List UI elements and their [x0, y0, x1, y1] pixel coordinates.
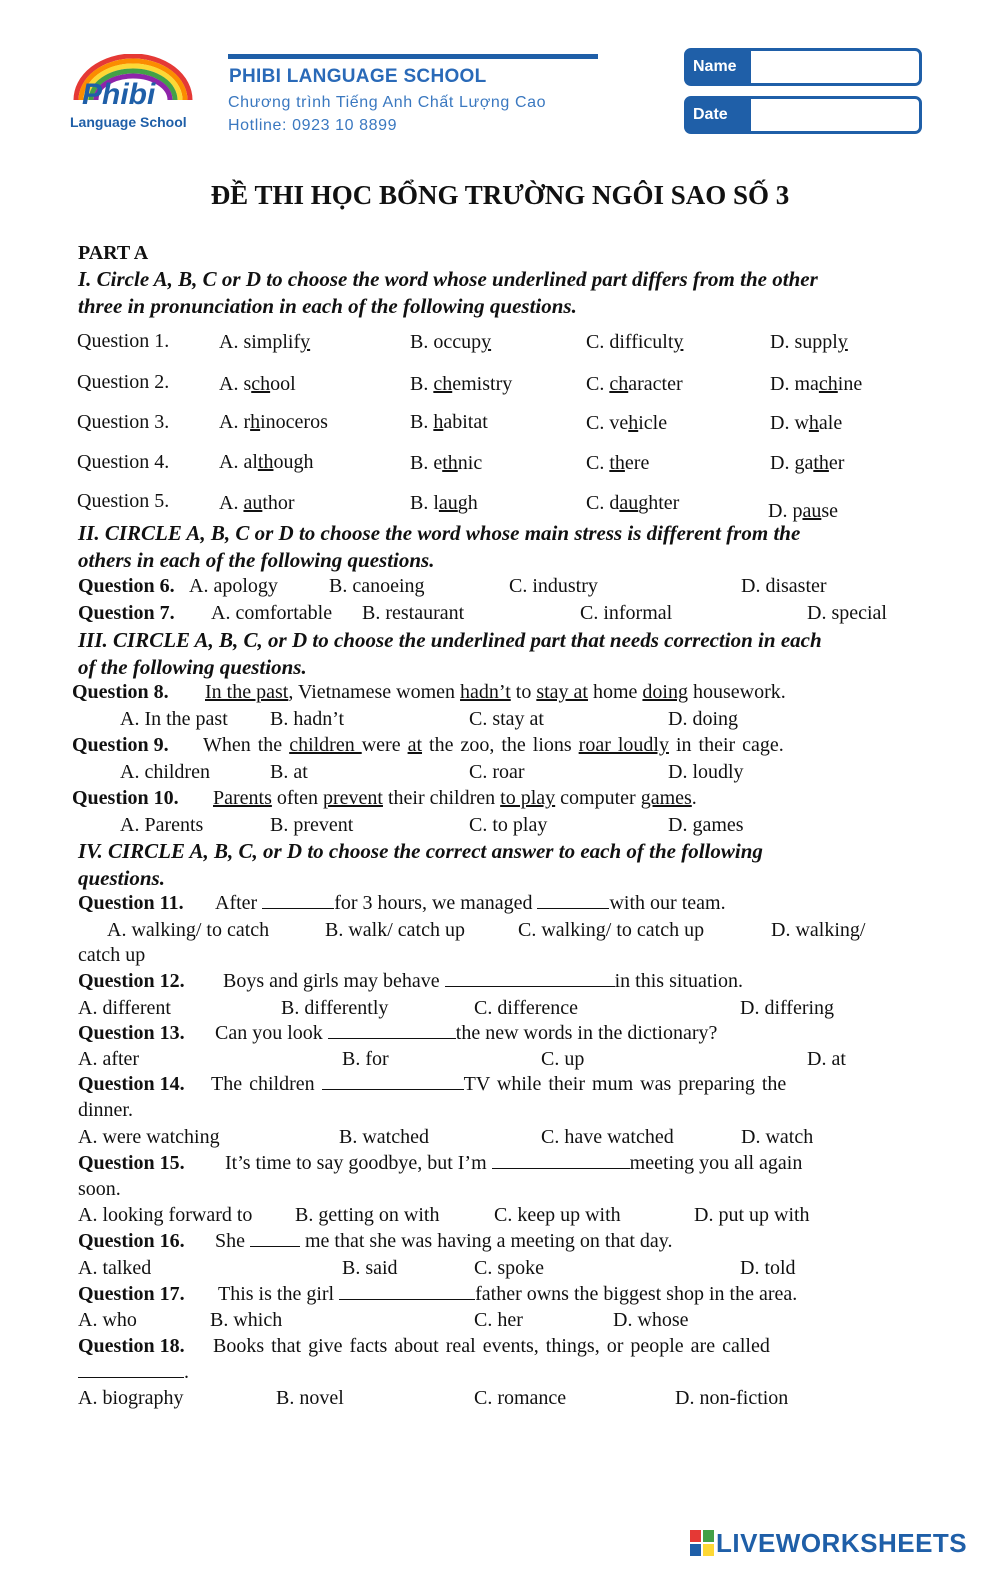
section2-instruction-1: II. CIRCLE A, B, C or D to choose the word whose main stress is different from the	[78, 521, 801, 545]
answer-blank[interactable]	[328, 1024, 456, 1039]
option-b[interactable]: B. for	[342, 1048, 389, 1070]
name-field[interactable]	[753, 51, 919, 83]
answer-blank[interactable]	[262, 894, 334, 909]
option-b[interactable]: B. occupy	[410, 331, 492, 353]
question-label: Question 17.	[78, 1283, 185, 1305]
section1-instruction-1: I. Circle A, B, C or D to choose the word whose underlined part differs from the other	[78, 267, 818, 291]
option-b[interactable]: B. walk/ catch up	[325, 919, 465, 941]
option-a[interactable]: A. biography	[78, 1387, 184, 1409]
question-text: Parents often prevent their children to play computer games.	[213, 787, 697, 809]
question-label: Question 15.	[78, 1152, 185, 1174]
name-label: Name	[687, 51, 751, 83]
option-d[interactable]: D. disaster	[741, 575, 827, 597]
option-a[interactable]: A. rhinoceros	[219, 411, 328, 433]
option-d[interactable]: D. whale	[770, 412, 843, 434]
option-a[interactable]: A. walking/ to catch	[107, 919, 270, 941]
question-label: Question 10.	[72, 787, 179, 809]
school-logo	[68, 54, 198, 134]
question-label: Question 5.	[77, 490, 170, 512]
option-d[interactable]: D. non-fiction	[675, 1387, 789, 1409]
date-label: Date	[687, 99, 751, 131]
section1-instruction-2: three in pronunciation in each of the following questions.	[78, 294, 577, 318]
option-b[interactable]: B. said	[342, 1257, 398, 1279]
option-b[interactable]: B. differently	[281, 997, 389, 1019]
section4-instruction-1: IV. CIRCLE A, B, C, or D to choose the correct answer to each of the following	[78, 839, 763, 863]
option-a[interactable]: A. although	[219, 451, 314, 473]
question-text-continued: soon.	[78, 1178, 121, 1200]
option-c[interactable]: C. difficulty	[586, 331, 684, 353]
page-title: ĐỀ THI HỌC BỔNG TRƯỜNG NGÔI SAO SỐ 3	[210, 180, 790, 210]
option-d[interactable]: D. differing	[740, 997, 835, 1019]
option-b[interactable]: B. habitat	[410, 411, 488, 433]
question-label: Question 11.	[78, 892, 184, 914]
option-a[interactable]: A. were watching	[78, 1126, 220, 1148]
option-b[interactable]: B. prevent	[270, 814, 354, 836]
option-d[interactable]: D. walking/	[771, 919, 866, 941]
question-text: Can you look the new words in the dictionary?	[215, 1022, 718, 1044]
option-d[interactable]: D. whose	[613, 1309, 689, 1331]
option-d[interactable]: D. at	[807, 1048, 846, 1070]
question-text-continued: dinner.	[78, 1099, 133, 1121]
section2-instruction-2: others in each of the following questions.	[78, 548, 435, 572]
option-a[interactable]: A. simplify	[219, 331, 311, 353]
footer-brand: LIVEWORKSHEETS	[716, 1528, 968, 1558]
option-d[interactable]: D. watch	[741, 1126, 814, 1148]
option-d[interactable]: D. loudly	[668, 761, 744, 783]
date-field[interactable]	[753, 99, 919, 131]
question-label: Question 2.	[77, 371, 170, 393]
option-b[interactable]: B. ethnic	[410, 452, 483, 474]
question-text: She me that she was having a meeting on that day.	[215, 1230, 673, 1252]
option-d[interactable]: D. machine	[770, 373, 863, 395]
answer-blank[interactable]	[537, 894, 609, 909]
program-name: Chương trình Tiếng Anh Chất Lượng Cao	[228, 94, 547, 111]
option-a[interactable]: A. different	[78, 997, 171, 1019]
option-d[interactable]: D. told	[740, 1257, 796, 1279]
option-a[interactable]: A. school	[219, 373, 296, 395]
option-c[interactable]: C. daughter	[586, 492, 680, 514]
question-label: Question 6.	[78, 575, 175, 597]
liveworksheets-logo-icon	[690, 1530, 714, 1561]
question-label: Question 18.	[78, 1335, 185, 1357]
option-b[interactable]: B. laugh	[410, 492, 478, 514]
question-label: Question 4.	[77, 451, 170, 473]
option-c[interactable]: C. keep up with	[494, 1204, 621, 1226]
option-c[interactable]: C. romance	[474, 1387, 567, 1409]
option-d[interactable]: D. games	[668, 814, 744, 836]
answer-blank[interactable]	[78, 1363, 184, 1378]
logo-text: Phibi	[82, 78, 156, 111]
part-heading: PART A	[78, 242, 149, 264]
option-b[interactable]: B. getting on with	[295, 1204, 440, 1226]
option-a[interactable]: A. apology	[189, 575, 278, 597]
date-box	[684, 96, 922, 134]
name-box	[684, 48, 922, 86]
question-text: The children TV while their mum was preparing the	[211, 1073, 787, 1095]
option-d[interactable]: D. doing	[668, 708, 738, 730]
question-label: Question 1.	[77, 330, 170, 352]
question-text: In the past, Vietnamese women hadn’t to stay at home doing housework.	[205, 681, 786, 703]
option-d-continued: catch up	[78, 944, 146, 966]
question-text: Books that give facts about real events, things, or people are called	[213, 1335, 770, 1357]
option-c[interactable]: C. her	[474, 1309, 523, 1331]
school-name: PHIBI LANGUAGE SCHOOL	[229, 66, 487, 87]
option-a[interactable]: A. after	[78, 1048, 140, 1070]
option-c[interactable]: C. up	[541, 1048, 585, 1070]
option-a[interactable]: A. In the past	[120, 708, 228, 730]
section3-instruction-2: of the following questions.	[78, 655, 307, 679]
option-c[interactable]: C. walking/ to catch up	[518, 919, 705, 941]
answer-blank[interactable]	[250, 1232, 300, 1247]
answer-blank[interactable]	[322, 1075, 464, 1090]
option-d[interactable]: D. put up with	[694, 1204, 810, 1226]
logo-subtext: Language School	[70, 114, 187, 130]
header-bar	[228, 54, 598, 59]
question-text: This is the girl father owns the biggest shop in the area.	[218, 1283, 798, 1305]
option-a[interactable]: A. talked	[78, 1257, 152, 1279]
option-c[interactable]: C. informal	[580, 602, 673, 624]
option-a[interactable]: A. children	[120, 761, 210, 783]
section3-instruction-1: III. CIRCLE A, B, C, or D to choose the underlined part that needs correction in each	[78, 628, 822, 652]
option-b[interactable]: B. canoeing	[329, 575, 425, 597]
option-c[interactable]: C. difference	[474, 997, 579, 1019]
option-d[interactable]: D. supply	[770, 331, 848, 353]
question-label: Question 16.	[78, 1230, 185, 1252]
question-text: When the children were at the zoo, the lions roar loudly in their cage.	[203, 734, 784, 756]
answer-blank[interactable]	[492, 1154, 630, 1169]
option-b[interactable]: B. chemistry	[410, 373, 513, 395]
option-c[interactable]: C. character	[586, 373, 683, 395]
question-text: Boys and girls may behave in this situation.	[223, 970, 743, 992]
question-label: Question 3.	[77, 411, 170, 433]
question-text-continued: .	[78, 1361, 189, 1384]
option-b[interactable]: B. novel	[276, 1387, 344, 1409]
option-b[interactable]: B. which	[210, 1309, 283, 1331]
section4-instruction-2: questions.	[78, 866, 165, 890]
question-label: Question 9.	[72, 734, 169, 756]
option-a[interactable]: A. who	[78, 1309, 137, 1331]
option-a[interactable]: A. Parents	[120, 814, 204, 836]
answer-blank[interactable]	[445, 972, 615, 987]
option-c[interactable]: C. stay at	[469, 708, 544, 730]
option-b[interactable]: B. at	[270, 761, 308, 783]
question-text: It’s time to say goodbye, but I’m meeting you all again	[225, 1152, 803, 1174]
question-label: Question 12.	[78, 970, 185, 992]
option-c[interactable]: C. spoke	[474, 1257, 544, 1279]
question-label: Question 14.	[78, 1073, 185, 1095]
question-label: Question 7.	[78, 602, 175, 624]
option-b[interactable]: B. restaurant	[362, 602, 465, 624]
option-c[interactable]: C. there	[586, 452, 650, 474]
option-a[interactable]: A. looking forward to	[78, 1204, 253, 1226]
option-c[interactable]: C. vehicle	[586, 412, 668, 434]
option-b[interactable]: B. watched	[339, 1126, 429, 1148]
question-label: Question 8.	[72, 681, 169, 703]
option-a[interactable]: A. author	[219, 492, 295, 514]
option-c[interactable]: C. to play	[469, 814, 548, 836]
option-d[interactable]: D. special	[807, 602, 887, 624]
option-c[interactable]: C. roar	[469, 761, 525, 783]
hotline: Hotline: 0923 10 8899	[228, 117, 398, 134]
option-d[interactable]: D. gather	[770, 452, 845, 474]
answer-blank[interactable]	[339, 1285, 475, 1300]
option-a[interactable]: A. comfortable	[211, 602, 333, 624]
question-text: After for 3 hours, we managed with our team.	[215, 892, 726, 914]
option-d[interactable]: D. pause	[768, 500, 839, 522]
question-label: Question 13.	[78, 1022, 185, 1044]
option-b[interactable]: B. hadn’t	[270, 708, 345, 730]
option-c[interactable]: C. have watched	[541, 1126, 674, 1148]
option-c[interactable]: C. industry	[509, 575, 598, 597]
